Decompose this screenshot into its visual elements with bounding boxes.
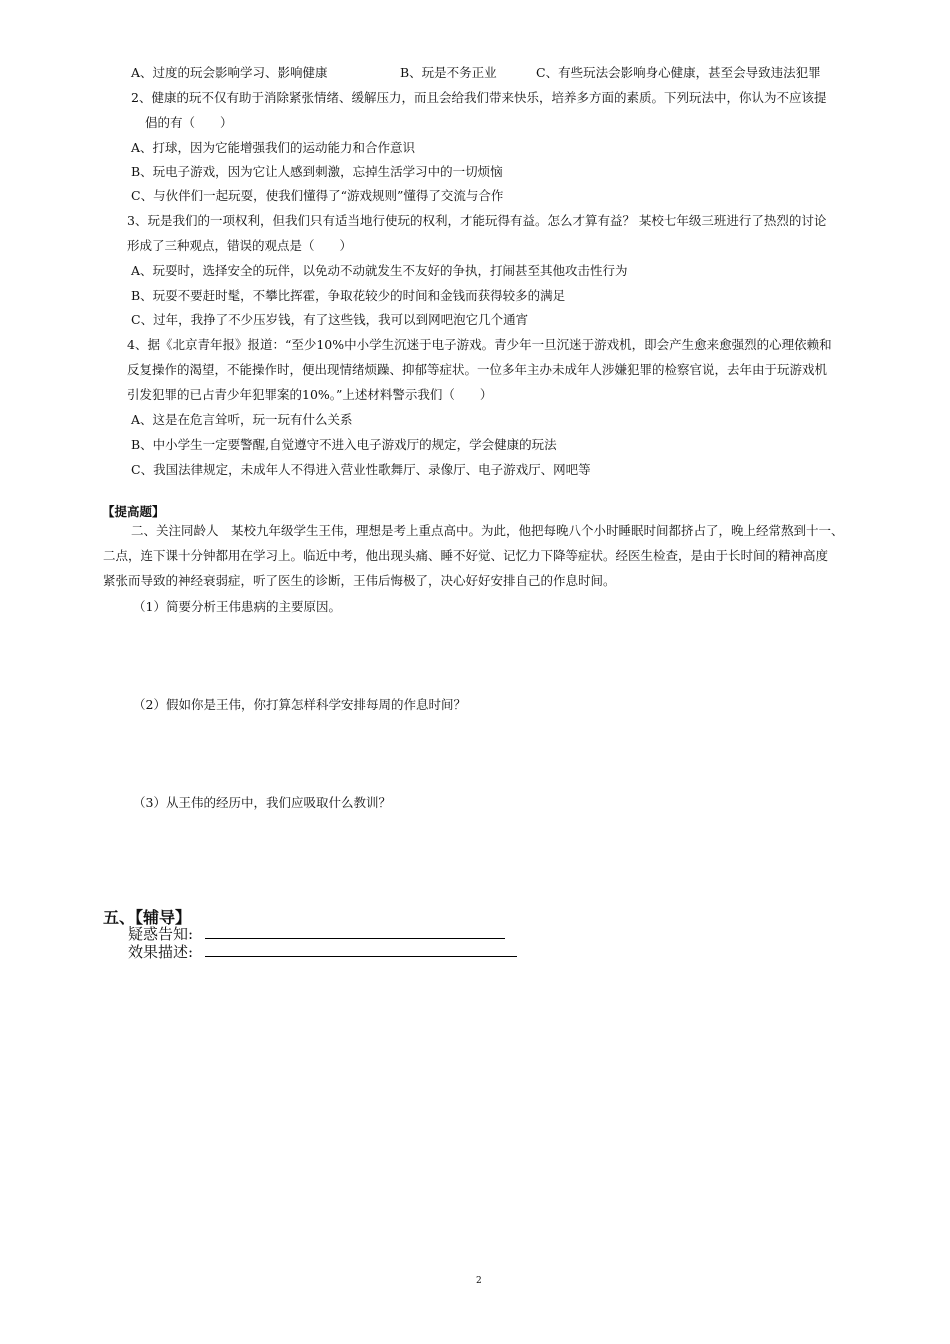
q2-stem-line1: 2、健康的玩不仅有助于消除紧张情绪、缓解压力，而且会给我们带来快乐，培养多方面的素质。下列玩法中，你认为不应该提 [131, 90, 827, 105]
q4-stem-line3: 引发犯罪的已占青少年犯罪案的10%。”上述材料警示我们（ ） [127, 387, 493, 402]
page-number: 2 [476, 1276, 482, 1286]
q4-option-c: C、我国法律规定，未成年人不得进入营业性歌舞厅、录像厅、电子游戏厅、网吧等 [131, 462, 591, 477]
sub-question-1: （1）简要分析王伟患病的主要原因。 [133, 599, 341, 614]
doubt-answer-line[interactable] [205, 938, 505, 939]
q1-option-c: C、有些玩法会影响身心健康，甚至会导致违法犯罪 [536, 65, 821, 80]
advanced-para-line2: 二点，连下课十分钟都用在学习上。临近中考，他出现头痛、睡不好觉、记忆力下降等症状。经医生检查，是由于长时间的精神高度 [103, 548, 829, 563]
q4-stem-line1: 4、据《北京青年报》报道：“至少10%中小学生沉迷于电子游戏。青少年一旦沉迷于游戏机，即会产生愈来愈强烈的心理依赖和 [127, 337, 832, 352]
effect-label: 效果描述: [128, 943, 194, 961]
q3-option-b: B、玩耍不要赶时髦，不攀比挥霍，争取花较少的时间和金钱而获得较多的满足 [131, 288, 566, 303]
q4-stem-line2: 反复操作的渴望，不能操作时，便出现情绪烦躁、抑郁等症状。一位多年主办未成年人涉嫌犯罪的检察官说，去年由于玩游戏机 [127, 362, 828, 377]
doubt-label: 疑惑告知: [128, 925, 194, 943]
advanced-para-line1: 二、关注同龄人 某校九年级学生王伟，理想是考上重点高中。为此，他把每晚八个小时睡眠时间都挤占了，晚上经常熬到十一、 [131, 523, 844, 538]
q1-option-a: A、过度的玩会影响学习、影响健康 [131, 65, 328, 80]
q2-option-a: A、打球，因为它能增强我们的运动能力和合作意识 [131, 140, 416, 155]
sub-question-3: （3）从王伟的经历中，我们应吸取什么教训？ [133, 795, 391, 810]
advanced-heading: 【提高题】 [102, 504, 165, 519]
q1-option-b: B、玩是不务正业 [400, 65, 497, 80]
q2-stem-line2: 倡的有（ ） [145, 115, 233, 130]
advanced-para-line3: 紧张而导致的神经衰弱症，听了医生的诊断，王伟后悔极了，决心好好安排自己的作息时间。 [103, 573, 616, 588]
q4-option-a: A、这是在危言耸听，玩一玩有什么关系 [131, 412, 353, 427]
q3-stem-line1: 3、玩是我们的一项权利，但我们只有适当地行使玩的权利，才能玩得有益。怎么才算有益？ 某校七年级三班进行了热烈的讨论 [127, 213, 827, 228]
effect-answer-line[interactable] [205, 956, 517, 957]
q3-option-c: C、过年，我挣了不少压岁钱，有了这些钱，我可以到网吧泡它几个通宵 [131, 312, 529, 327]
sub-question-2: （2）假如你是王伟，你打算怎样科学安排每周的作息时间？ [133, 697, 466, 712]
q4-option-b: B、中小学生一定要警醒,自觉遵守不进入电子游戏厅的规定，学会健康的玩法 [131, 437, 557, 452]
q2-option-b: B、玩电子游戏，因为它让人感到刺激，忘掉生活学习中的一切烦恼 [131, 164, 503, 179]
section5-heading: 五、【辅导】 [103, 908, 192, 927]
q2-option-c: C、与伙伴们一起玩耍，使我们懂得了“游戏规则”懂得了交流与合作 [131, 188, 504, 203]
q3-option-a: A、玩耍时，选择安全的玩伴，以免动不动就发生不友好的争执，打闹甚至其他攻击性行为 [131, 263, 628, 278]
q3-stem-line2: 形成了三种观点，错误的观点是（ ） [127, 238, 353, 253]
